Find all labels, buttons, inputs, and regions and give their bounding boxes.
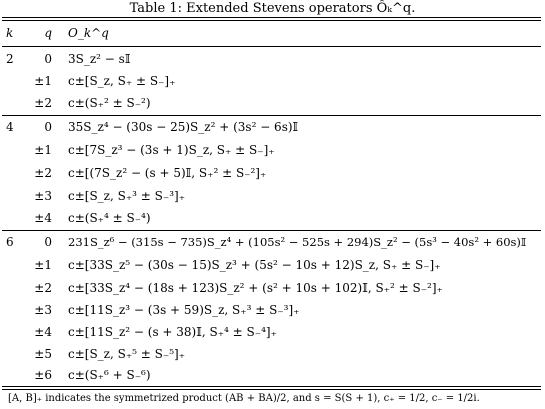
bottom-rule (2, 386, 541, 387)
header-k: k (6, 26, 14, 40)
row-operator: 3S_z² − s𝕀 (68, 52, 131, 66)
row-operator: c±(S₊⁴ ± S₋⁴) (68, 211, 151, 225)
row-operator: 231S_z⁶ − (315s − 735)S_z⁴ + (105s² − 525s + 294)S_z² − (5s³ − 40s² + 60s)𝕀 (68, 235, 527, 249)
row-operator: c±[33S_z⁵ − (30s − 15)S_z³ + (5s² − 10s + 12)S_z, S₊ ± S₋]₊ (68, 258, 441, 272)
row-q: ±2 (34, 281, 52, 295)
table-row (0, 116, 545, 138)
row-q: ±1 (34, 143, 52, 157)
row-operator: c±[S_z, S₊ ± S₋]₊ (68, 74, 176, 88)
table-row (0, 299, 545, 321)
row-k: 2 (6, 52, 14, 66)
header-row (0, 24, 545, 42)
row-q: ±3 (34, 189, 52, 203)
row-operator: c±[S_z, S₊³ ± S₋³]₊ (68, 189, 186, 203)
table-row (0, 231, 545, 253)
table-row (0, 254, 545, 276)
row-q: ±4 (34, 211, 52, 225)
row-q: ±6 (34, 368, 52, 382)
row-operator: c±[7S_z³ − (3s + 1)S_z, S₊ ± S₋]₊ (68, 143, 275, 157)
row-operator: c±[S_z, S₊⁵ ± S₋⁵]₊ (68, 347, 186, 361)
row-q: ±5 (34, 347, 52, 361)
table-row (0, 277, 545, 299)
row-q: 0 (44, 120, 52, 134)
table-row (0, 48, 545, 70)
table-row (0, 92, 545, 114)
top-rule-2 (2, 20, 541, 21)
table-footnote: [A, B]₊ indicates the symmetrized product (AB + BA)/2, and s = S(S + 1), c₊ = 1/2, c₋ = 1/2i. (8, 393, 480, 404)
row-k: 4 (6, 120, 14, 134)
row-k: 6 (6, 235, 14, 249)
header-o: O_k^q (68, 26, 109, 40)
row-operator: c±[11S_z² − (s + 38)𝕀, S₊⁴ ± S₋⁴]₊ (68, 325, 277, 339)
row-operator: 35S_z⁴ − (30s − 25)S_z² + (3s² − 6s)𝕀 (68, 120, 299, 134)
table-row (0, 185, 545, 207)
table-row (0, 321, 545, 343)
row-operator: c±(S₊⁶ + S₋⁶) (68, 368, 151, 382)
row-operator: c±[11S_z³ − (3s + 59)S_z, S₊³ ± S₋³]₊ (68, 303, 300, 317)
table-caption: Table 1: Extended Stevens operators Ôₖ^q. (129, 1, 416, 16)
header-rule (2, 46, 541, 47)
row-q: ±1 (34, 74, 52, 88)
row-q: 0 (44, 52, 52, 66)
table-row (0, 343, 545, 365)
row-q: 0 (44, 235, 52, 249)
row-q: ±1 (34, 258, 52, 272)
row-operator: c±[33S_z⁴ − (18s + 123)S_z² + (s² + 10s + 102)𝕀, S₊² ± S₋²]₊ (68, 281, 443, 295)
table-row (0, 162, 545, 184)
bottom-rule-2 (2, 389, 541, 390)
top-rule (2, 17, 541, 18)
row-operator: c±[(7S_z² − (s + 5)𝕀, S₊² ± S₋²]₊ (68, 166, 267, 180)
table-row (0, 207, 545, 229)
row-operator: c±(S₊² ± S₋²) (68, 96, 151, 110)
row-q: ±4 (34, 325, 52, 339)
row-q: ±2 (34, 166, 52, 180)
row-q: ±2 (34, 96, 52, 110)
table-row (0, 364, 545, 386)
table-row (0, 139, 545, 161)
header-q: q (44, 26, 52, 40)
row-q: ±3 (34, 303, 52, 317)
table-row (0, 70, 545, 92)
